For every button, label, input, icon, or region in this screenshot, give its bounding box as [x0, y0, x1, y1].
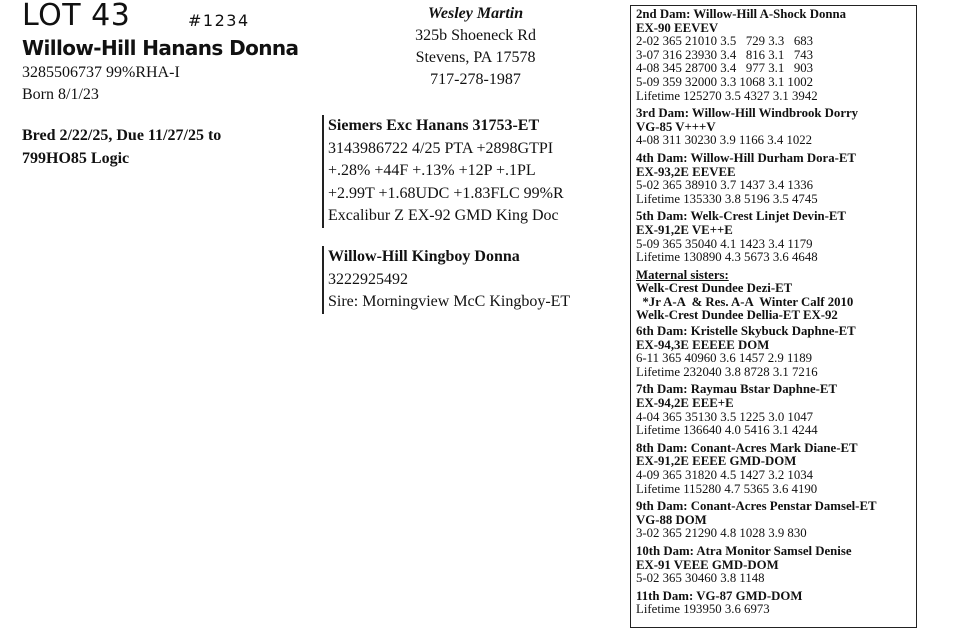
maternal-sister-line: Welk-Crest Dundee Dezi-ET: [636, 281, 793, 296]
pedigree-box: [630, 5, 917, 628]
pedigree-dam-title: 3rd Dam: Willow-Hill Windbrook Dorry: [636, 106, 859, 121]
pedigree-dam-score: EX-93,2E EEVEE: [636, 164, 736, 179]
pedigree-record-line: 5-09 359 32000 3.3 1068 3.1 1002: [636, 74, 814, 89]
pedigree-dam-title: 11th Dam: VG-87 GMD-DOM: [636, 588, 803, 603]
pedigree-record-line: Lifetime 136640 4.0 5416 3.1 4244: [636, 423, 818, 438]
sire-line-1: 3143986722 4/25 PTA +2898GTPI: [328, 139, 554, 157]
maternal-sisters-label: Maternal sisters:: [636, 267, 729, 282]
pedigree-record-line: 3-02 365 21290 4.8 1028 3.9 830: [636, 526, 807, 541]
pedigree-dam-title: 4th Dam: Willow-Hill Durham Dora-ET: [636, 150, 856, 165]
dam-reg: 3222925492: [328, 270, 408, 288]
pedigree-record-line: 4-04 365 35130 3.5 1225 3.0 1047: [636, 409, 814, 424]
pedigree-record-line: Lifetime 115280 4.7 5365 3.6 4190: [636, 481, 818, 496]
registration-line: 3285506737 99%RHA-I: [22, 64, 180, 81]
consignor-name: Wesley Martin: [427, 5, 524, 22]
sire-name: Siemers Exc Hanans 31753-ET: [328, 117, 540, 134]
dam-block: [322, 246, 613, 314]
pedigree-entry: [636, 500, 916, 541]
pedigree-record-line: 5-09 365 35040 4.1 1423 3.4 1179: [636, 236, 813, 251]
consignor-street: 325b Shoeneck Rd: [415, 27, 536, 44]
lot-number: #1234: [188, 11, 250, 30]
pedigree-record-line: Lifetime 135330 3.8 5196 3.5 4745: [636, 191, 818, 206]
pedigree-dam-score: EX-91,2E EEEE GMD-DOM: [636, 454, 797, 469]
pedigree-dam-title: 10th Dam: Atra Monitor Samsel Denise: [636, 543, 852, 558]
consignor-block: [388, 3, 563, 91]
pedigree-record-line: 5-02 365 38910 3.7 1437 3.4 1336: [636, 178, 814, 193]
pedigree-entry: [636, 325, 916, 379]
pedigree-record-line: Lifetime 193950 3.6 6973: [636, 602, 770, 617]
sire-line-4: Excalibur Z EX-92 GMD King Doc: [328, 207, 559, 224]
pedigree-dam-score: EX-90 EEVEV: [636, 20, 719, 35]
pedigree-entry: [636, 152, 916, 206]
pedigree-record-line: 4-09 365 31820 4.5 1427 3.2 1034: [636, 468, 814, 482]
pedigree-record-line: 2-02 365 21010 3.5 729 3.3 683: [636, 34, 814, 49]
pedigree-record-line: 5-02 365 30460 3.8 1148: [636, 571, 765, 586]
maternal-sister-line: *Jr A-A & Res. A-A Winter Calf 2010: [636, 294, 854, 309]
pedigree-dam-score: VG-88 DOM: [636, 512, 707, 527]
pedigree-dam-title: 5th Dam: Welk-Crest Linjet Devin-ET: [636, 209, 846, 224]
pedigree-dam-title: 2nd Dam: Willow-Hill A-Shock Donna: [636, 7, 847, 21]
pedigree-entry: [636, 383, 916, 437]
sire-line-3: +2.99T +1.68UDC +1.83FLC 99%R: [328, 184, 564, 202]
pedigree-entry: [636, 107, 916, 148]
pedigree-entry: [636, 590, 916, 617]
consignor-city: Stevens, PA 17578: [415, 49, 536, 66]
dam-sire: Sire: Morningview McC Kingboy-ET: [328, 293, 571, 310]
pedigree-record-line: 4-08 311 30230 3.9 1166 3.4 1022: [636, 133, 813, 148]
sire-line-2: +.28% +44F +.13% +12P +.1PL: [328, 162, 536, 179]
pedigree-dam-title: 9th Dam: Conant-Acres Penstar Damsel-ET: [636, 499, 877, 514]
dam-name: Willow-Hill Kingboy Donna: [328, 248, 520, 265]
pedigree-entry: [636, 210, 916, 264]
lot-label: LOT 43: [22, 0, 131, 33]
pedigree-dam-score: VG-85 V+++V: [636, 119, 716, 134]
pedigree-dam-title: 8th Dam: Conant-Acres Mark Diane-ET: [636, 440, 858, 455]
bred-line-1: Bred 2/22/25, Due 11/27/25 to: [22, 127, 222, 144]
pedigree-dam-title: 7th Dam: Raymau Bstar Daphne-ET: [636, 382, 837, 397]
pedigree-record-line: Lifetime 125270 3.5 4327 3.1 3942: [636, 88, 818, 103]
breeding-info: [22, 124, 221, 170]
pedigree-dam-score: EX-91,2E VE++E: [636, 222, 733, 237]
pedigree-dam-score: EX-94,2E EEE+E: [636, 396, 734, 411]
pedigree-dam-title: 6th Dam: Kristelle Skybuck Daphne-ET: [636, 324, 856, 339]
bred-line-2: 799HO85 Logic: [22, 150, 130, 167]
pedigree-dam-score: EX-91 VEEE GMD-DOM: [636, 557, 779, 572]
animal-name: Willow-Hill Hanans Donna: [22, 36, 299, 60]
pedigree-entry: [636, 442, 916, 496]
pedigree-record-line: 6-11 365 40960 3.6 1457 2.9 1189: [636, 351, 813, 366]
born-date: Born 8/1/23: [22, 86, 99, 103]
pedigree-entry: [636, 8, 916, 103]
pedigree-record-line: 3-07 316 23930 3.4 816 3.1 743: [636, 47, 814, 62]
pedigree-dam-score: EX-94,3E EEEEE DOM: [636, 337, 770, 352]
sire-block: [322, 115, 613, 228]
pedigree-record-line: Lifetime 130890 4.3 5673 3.6 4648: [636, 250, 818, 265]
maternal-sister-line: Welk-Crest Dundee Dellia-ET EX-92: [636, 308, 838, 323]
pedigree-entry: [636, 269, 916, 323]
consignor-phone: 717-278-1987: [430, 71, 521, 88]
pedigree-entry: [636, 545, 916, 586]
pedigree-record-line: Lifetime 232040 3.8 8728 3.1 7216: [636, 364, 818, 379]
pedigree-record-line: 4-08 345 28700 3.4 977 3.1 903: [636, 61, 814, 76]
